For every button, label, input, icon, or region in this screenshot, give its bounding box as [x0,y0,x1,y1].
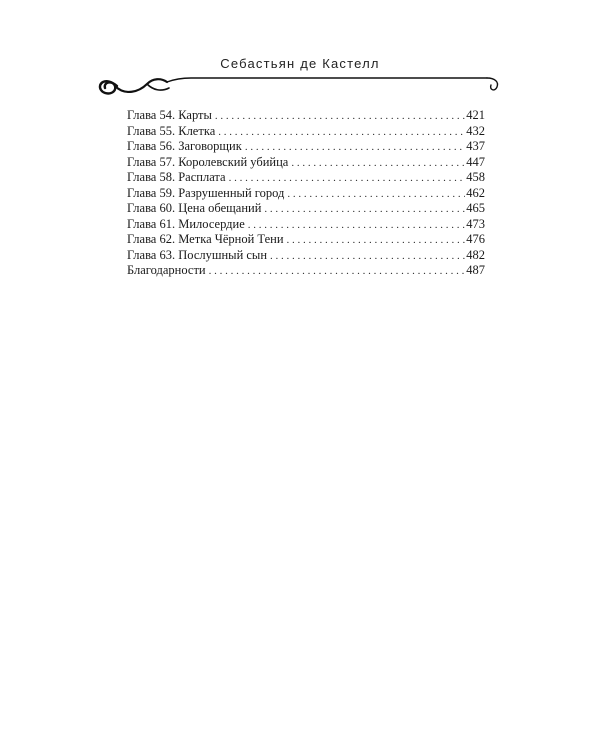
toc-entry[interactable] [127,248,485,264]
toc-entry-title: Глава 63. Послушный сын [127,247,268,262]
toc-entry[interactable] [127,232,485,248]
toc-entry-title: Глава 55. Клетка [127,123,216,138]
toc-dot-leader [248,217,465,234]
toc-entry-page: 473 [466,216,485,231]
toc-dot-leader [264,201,465,218]
running-header [0,0,600,100]
toc-dot-leader [215,108,465,125]
toc-dot-leader [291,155,465,172]
toc-entry-page: 421 [466,108,485,122]
toc-entry-title: Глава 57. Королевский убийца [127,154,289,169]
toc-dot-leader [245,139,465,156]
table-of-contents [127,108,485,279]
toc-entry-title: Глава 58. Расплата [127,170,226,184]
toc-entry-title: Глава 59. Разрушенный город [127,185,285,200]
toc-entry-page: 447 [466,154,485,169]
toc-entry-title: Глава 61. Милосердие [127,216,245,231]
flourish-rule-ornament-icon [95,70,515,100]
toc-entry-page: 432 [466,123,485,138]
toc-entry-page: 465 [466,201,485,215]
toc-dot-leader [229,170,466,187]
toc-entry[interactable] [127,217,485,233]
toc-entry[interactable] [127,263,485,279]
toc-entry-page: 462 [466,185,485,200]
toc-entry-title: Глава 60. Цена обещаний [127,201,262,215]
toc-dot-leader [209,263,466,280]
toc-entry-title: Глава 62. Метка Чёрной Тени [127,232,284,246]
toc-entry[interactable] [127,155,485,171]
toc-dot-leader [270,248,465,265]
toc-entry[interactable] [127,108,485,124]
toc-entry[interactable] [127,124,485,140]
toc-dot-leader [218,124,465,141]
toc-entry[interactable] [127,139,485,155]
toc-entry[interactable] [127,201,485,217]
toc-entry-page: 476 [466,232,485,246]
toc-entry-page: 482 [466,247,485,262]
toc-entry-title: Глава 56. Заговорщик [127,139,242,153]
toc-entry-title: Глава 54. Карты [127,108,212,122]
toc-entry-title: Благодарности [127,263,206,277]
toc-dot-leader [287,186,465,203]
toc-entry-page: 437 [466,139,485,153]
author-name: Себастьян де Кастелл [220,56,380,71]
toc-entry-page: 487 [466,263,485,277]
toc-entry[interactable] [127,170,485,186]
toc-dot-leader [287,232,466,249]
toc-entry[interactable] [127,186,485,202]
toc-entry-page: 458 [466,170,485,184]
